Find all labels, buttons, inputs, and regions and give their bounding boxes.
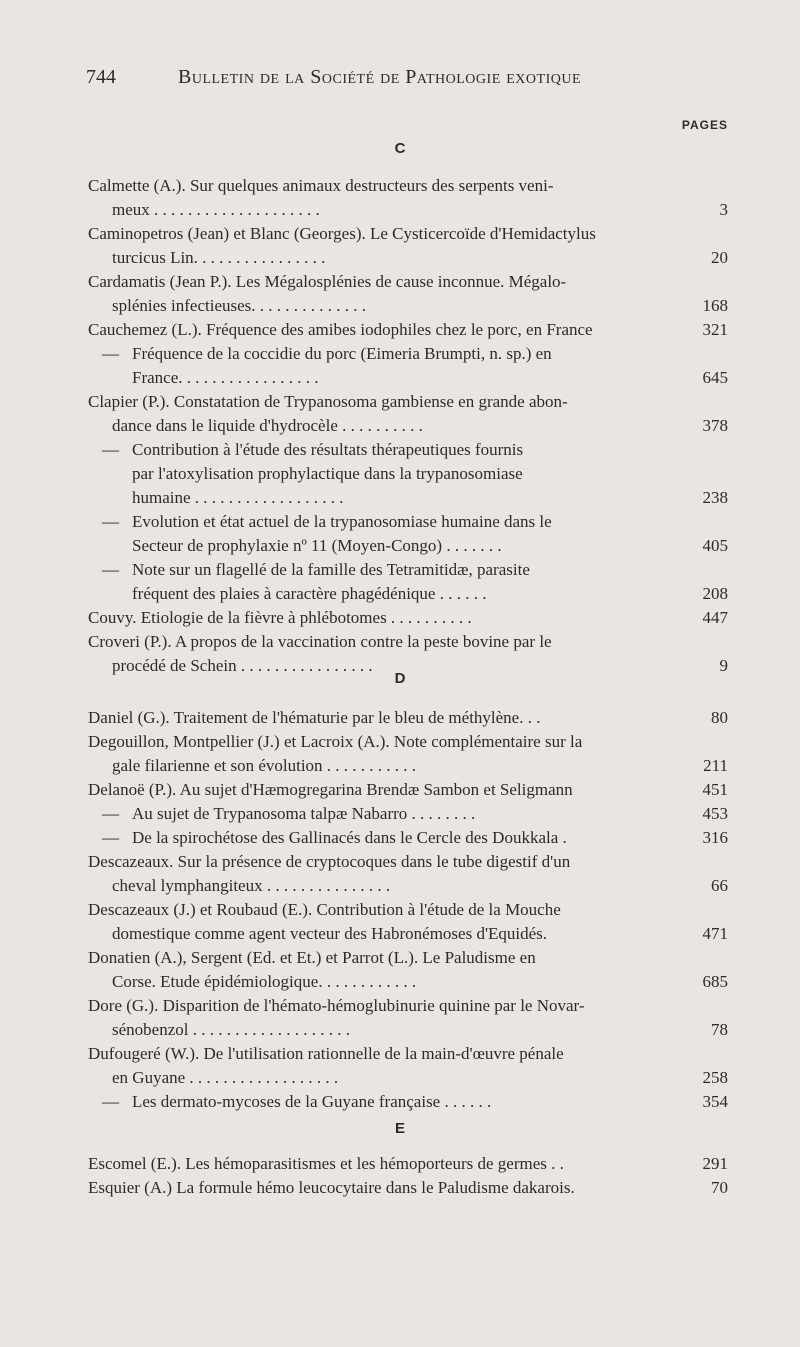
entry-text: turcicus Lin. . . . . . . . . . . . . . . .: [112, 248, 326, 267]
entry-text: Evolution et état actuel de la trypanosomiase humaine dans le: [132, 512, 552, 531]
index-entry: [88, 1090, 728, 1114]
entry-page-number: 70: [711, 1178, 728, 1197]
entry-text: Descazeaux (J.) et Roubaud (E.). Contribution à l'étude de la Mouche: [88, 900, 561, 919]
entry-text: France. . . . . . . . . . . . . . . . .: [132, 368, 319, 387]
entry-page-number: 405: [702, 536, 728, 555]
entry-page-number: 471: [702, 924, 728, 943]
entry-page-number: 447: [702, 608, 728, 627]
index-entry: [88, 850, 728, 898]
entry-text: Secteur de prophylaxie nº 11 (Moyen-Congo) . . . . . . .: [132, 536, 502, 555]
entry-text: De la spirochétose des Gallinacés dans le Cercle des Doukkala .: [132, 828, 567, 847]
section-entries: [88, 706, 728, 1114]
index-entry: [88, 270, 728, 318]
ditto-dash: —: [102, 512, 119, 531]
entry-page-number: 66: [711, 876, 728, 895]
entry-page-number: 258: [702, 1068, 728, 1087]
index-entry: [88, 390, 728, 438]
entry-page-number: 238: [702, 488, 728, 507]
entry-text: Les dermato-mycoses de la Guyane française . . . . . .: [132, 1092, 492, 1111]
index-entry: [88, 174, 728, 222]
running-title: Bulletin de la Société de Pathologie exotique: [178, 66, 582, 88]
index-entry: [88, 318, 728, 342]
entry-text: Degouillon, Montpellier (J.) et Lacroix (A.). Note complémentaire sur la: [88, 732, 583, 751]
ditto-dash: —: [102, 344, 119, 363]
entry-text: Couvy. Etiologie de la fièvre à phlébotomes . . . . . . . . . .: [88, 608, 472, 627]
entry-text: Contribution à l'étude des résultats thérapeutiques fournis: [132, 440, 524, 459]
section-entries: [88, 174, 728, 678]
entry-text: Daniel (G.). Traitement de l'hématurie par le bleu de méthylène. . .: [88, 708, 541, 727]
entry-page-number: 168: [702, 296, 728, 315]
index-entry: [88, 802, 728, 826]
index-entry: [88, 606, 728, 630]
entry-text: sénobenzol . . . . . . . . . . . . . . . . . . .: [112, 1020, 350, 1039]
entry-text: par l'atoxylisation prophylactique dans la trypanosomiase: [132, 464, 523, 483]
entry-text: meux . . . . . . . . . . . . . . . . . . . .: [112, 200, 320, 219]
section-letter-e: E: [394, 1120, 405, 1137]
entry-text: fréquent des plaies à caractère phagédénique . . . . . .: [132, 584, 487, 603]
index-entry: [88, 1152, 728, 1176]
entry-text: en Guyane . . . . . . . . . . . . . . . . . .: [112, 1068, 339, 1087]
entry-page-number: 354: [702, 1092, 728, 1111]
ditto-dash: —: [102, 560, 119, 579]
entry-text: Delanoë (P.). Au sujet d'Hæmogregarina Brendæ Sambon et Seligmann: [88, 780, 573, 799]
entry-text: Donatien (A.), Sergent (Ed. et Et.) et Parrot (L.). Le Paludisme en: [88, 948, 536, 967]
ditto-dash: —: [102, 804, 119, 823]
section-entries: [88, 1152, 728, 1200]
entry-page-number: 208: [702, 584, 728, 603]
index-entry: [88, 438, 728, 510]
entry-page-number: 451: [702, 780, 728, 799]
entry-text: gale filarienne et son évolution . . . . . . . . . . .: [112, 756, 417, 775]
entry-page-number: 78: [711, 1020, 728, 1039]
index-entry: [88, 222, 728, 270]
entry-page-number: 9: [719, 656, 728, 675]
entry-text: humaine . . . . . . . . . . . . . . . . . .: [132, 488, 344, 507]
section-letter-d: D: [394, 670, 406, 687]
index-entry: [88, 1176, 728, 1200]
entry-text: procédé de Schein . . . . . . . . . . . . . . . .: [112, 656, 373, 675]
entry-page-number: 453: [702, 804, 728, 823]
entry-page-number: 645: [702, 368, 728, 387]
entry-text: Caminopetros (Jean) et Blanc (Georges). Le Cysticercoïde d'Hemidactylus: [88, 224, 596, 243]
entry-text: Esquier (A.) La formule hémo leucocytaire dans le Paludisme dakarois.: [88, 1178, 575, 1197]
entry-text: Au sujet de Trypanosoma talpæ Nabarro . . . . . . . .: [132, 804, 476, 823]
entry-text: domestique comme agent vecteur des Habronémoses d'Equidés.: [112, 924, 548, 943]
entry-page-number: 211: [703, 756, 728, 775]
entry-text: dance dans le liquide d'hydrocèle . . . . . . . . . .: [112, 416, 423, 435]
index-entry: [88, 730, 728, 778]
section-letter-c: C: [394, 140, 406, 157]
index-entry: [88, 994, 728, 1042]
index-entry: [88, 1042, 728, 1090]
entry-page-number: 378: [702, 416, 728, 435]
entry-text: Calmette (A.). Sur quelques animaux destructeurs des serpents veni-: [88, 176, 554, 195]
entry-text: Fréquence de la coccidie du porc (Eimeria Brumpti, n. sp.) en: [132, 344, 552, 363]
index-entry: [88, 778, 728, 802]
entry-text: Dufougeré (W.). De l'utilisation rationnelle de la main-d'œuvre pénale: [88, 1044, 564, 1063]
entry-text: Dore (G.). Disparition de l'hémato-hémoglubinurie quinine par le Novar-: [88, 996, 585, 1015]
entry-page-number: 80: [711, 708, 728, 727]
entry-text: cheval lymphangiteux . . . . . . . . . . . . . . .: [112, 876, 391, 895]
entry-text: splénies infectieuses. . . . . . . . . . . . . .: [112, 296, 367, 315]
entry-text: Croveri (P.). A propos de la vaccination contre la peste bovine par le: [88, 632, 552, 651]
ditto-dash: —: [102, 1092, 119, 1111]
entry-page-number: 20: [711, 248, 728, 267]
page-number: 744: [86, 66, 116, 88]
entry-text: Escomel (E.). Les hémoparasitismes et les hémoporteurs de germes . .: [88, 1154, 564, 1173]
entry-text: Descazeaux. Sur la présence de cryptocoques dans le tube digestif d'un: [88, 852, 571, 871]
entry-text: Clapier (P.). Constatation de Trypanosoma gambiense en grande abon-: [88, 392, 568, 411]
index-entry: [88, 826, 728, 850]
index-entry: [88, 706, 728, 730]
entry-text: Corse. Etude épidémiologique. . . . . . . . . . . .: [112, 972, 417, 991]
index-entry: [88, 558, 728, 606]
entry-text: Cardamatis (Jean P.). Les Mégalosplénies de cause inconnue. Mégalo-: [88, 272, 567, 291]
entry-page-number: 3: [719, 200, 728, 219]
ditto-dash: —: [102, 828, 119, 847]
index-entry: [88, 510, 728, 558]
ditto-dash: —: [102, 440, 119, 459]
entry-text: Note sur un flagellé de la famille des Tetramitidæ, parasite: [132, 560, 530, 579]
index-entry: [88, 342, 728, 390]
entry-page-number: 316: [702, 828, 728, 847]
entry-page-number: 685: [702, 972, 728, 991]
pages-column-label: PAGES: [681, 118, 728, 132]
index-entry: [88, 946, 728, 994]
entry-text: Cauchemez (L.). Fréquence des amibes iodophiles chez le porc, en France: [88, 320, 593, 339]
entry-page-number: 321: [702, 320, 728, 339]
index-entry: [88, 898, 728, 946]
entry-page-number: 291: [702, 1154, 728, 1173]
